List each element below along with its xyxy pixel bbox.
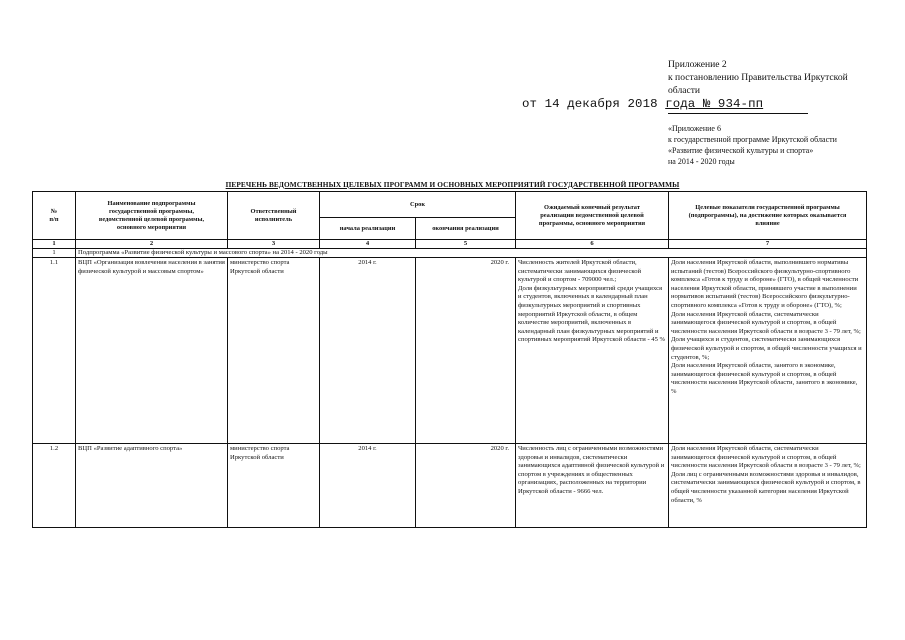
appendix-line: к постановлению Правительства Иркутской bbox=[668, 72, 848, 83]
row-executor: министерство спорта Иркутской области bbox=[228, 258, 320, 444]
subappendix-line: «Приложение 6 bbox=[668, 124, 721, 133]
row-end: 2020 г. bbox=[416, 444, 516, 528]
table-row bbox=[33, 258, 867, 444]
row-result: Численность лиц с ограниченными возможностями здоровья и инвалидов, систематически занимающихся адаптивной физической культурой и спортом в учреждениях и общественных организациях, расположенных на территории Иркутской области - 9666 чел. bbox=[516, 444, 669, 528]
row-num: 1.1 bbox=[33, 258, 76, 444]
row-name: ВЦП «Организация вовлечения населения в занятия физической культурой и массовым спортом» bbox=[76, 258, 228, 444]
subprogram-row bbox=[33, 249, 867, 258]
subappendix-header bbox=[668, 123, 898, 167]
subappendix-line: на 2014 - 2020 годы bbox=[668, 157, 735, 166]
column-number-row bbox=[33, 240, 867, 249]
header-num: № п/п bbox=[33, 192, 76, 240]
header-executor: Ответственный исполнитель bbox=[228, 192, 320, 240]
header-term-end: окончания реализации bbox=[416, 218, 516, 240]
column-number: 5 bbox=[416, 240, 516, 249]
decree-number: года № 934-пп bbox=[665, 97, 764, 111]
column-number: 6 bbox=[516, 240, 669, 249]
header-result: Ожидаемый конечный результат реализации ведомственной целевой программы, основного мероприятия bbox=[516, 192, 669, 240]
decree-date: от 14 декабря 2018 bbox=[522, 97, 666, 111]
row-executor: министерство спорта Иркутской области bbox=[228, 444, 320, 528]
column-number: 1 bbox=[33, 240, 76, 249]
header-name: Наименование подпрограммы государственной программы, ведомственной целевой программы, основного мероприятия bbox=[76, 192, 228, 240]
subappendix-line: «Развитие физической культуры и спорта» bbox=[668, 146, 814, 155]
row-indicators: Доля населения Иркутской области, выполнившего нормативы испытаний (тестов) Всероссийского физкультурно-спортивного комплекса «Готов к труду и обороне» (ГТО), в общей численности населения Иркутской области, принявшего участие в выполнении нормативов испытаний (тестов) Всероссийского физкультурно-спортивного комплекса «Готов к труду и обороне» (ГТО), %; Доля населения Иркутской области, систематически занимающегося физической культурой и спортом, в общей численности населения Иркутской области в возрасте 3 - 79 лет, %; Доля учащихся и студентов, систематически занимающихся физической культурой и спортом, в общей численности учащихся и студентов, %; Доля населения Иркутской области, занятого в экономике, занимающегося физической культурой и спортом, в общей численности населения Иркутской области, занятого в экономике, % bbox=[669, 258, 867, 444]
column-number: 4 bbox=[320, 240, 416, 249]
subprogram-title: Подпрограмма «Развитие физической культуры и массового спорта» на 2014 - 2020 годы bbox=[76, 249, 867, 258]
column-number: 7 bbox=[669, 240, 867, 249]
decree-underline bbox=[668, 113, 808, 114]
subprogram-num: 1 bbox=[33, 249, 76, 258]
row-indicators: Доля населения Иркутской области, систематически занимающегося физической культурой и спортом, в общей численности населения Иркутской области в возрасте 3 - 79 лет, %; Доля лиц с ограниченными возможностями здоровья и инвалидов, систематически занимающихся физической культурой и спортом, в общей численности указанной категории населения Иркутской области, % bbox=[669, 444, 867, 528]
row-end: 2020 г. bbox=[416, 258, 516, 444]
header-term: Срок bbox=[320, 192, 516, 218]
header-term-start: начала реализации bbox=[320, 218, 416, 240]
row-start: 2014 г. bbox=[320, 258, 416, 444]
appendix-header bbox=[668, 58, 878, 97]
subappendix-line: к государственной программе Иркутской области bbox=[668, 135, 837, 144]
row-start: 2014 г. bbox=[320, 444, 416, 528]
header-indicators: Целевые показатели государственной программы (подпрограммы), на достижение которых оказывается влияние bbox=[669, 192, 867, 240]
programs-table bbox=[32, 191, 867, 528]
table-row bbox=[33, 444, 867, 528]
decree-date-line bbox=[522, 97, 805, 111]
column-number: 2 bbox=[76, 240, 228, 249]
appendix-line: области bbox=[668, 85, 701, 96]
document-title: ПЕРЕЧЕНЬ ВЕДОМСТВЕННЫХ ЦЕЛЕВЫХ ПРОГРАММ И ОСНОВНЫХ МЕРОПРИЯТИЙ ГОСУДАРСТВЕННОЙ ПРОГРАММЫ bbox=[225, 180, 680, 189]
row-num: 1.2 bbox=[33, 444, 76, 528]
row-name: ВЦП «Развитие адаптивного спорта» bbox=[76, 444, 228, 528]
appendix-line: Приложение 2 bbox=[668, 59, 727, 70]
row-result: Численность жителей Иркутской области, систематически занимающихся физической культурой и спортом - 709000 чел.; Доля физкультурных мероприятий среди учащихся и студентов, включенных в календарный план физкультурных мероприятий и спортивных мероприятий Иркутской области, в общем количестве мероприятий, включенных в календарный план физкультурных мероприятий и спортивных мероприятий Иркутской области - 45 % bbox=[516, 258, 669, 444]
column-number: 3 bbox=[228, 240, 320, 249]
